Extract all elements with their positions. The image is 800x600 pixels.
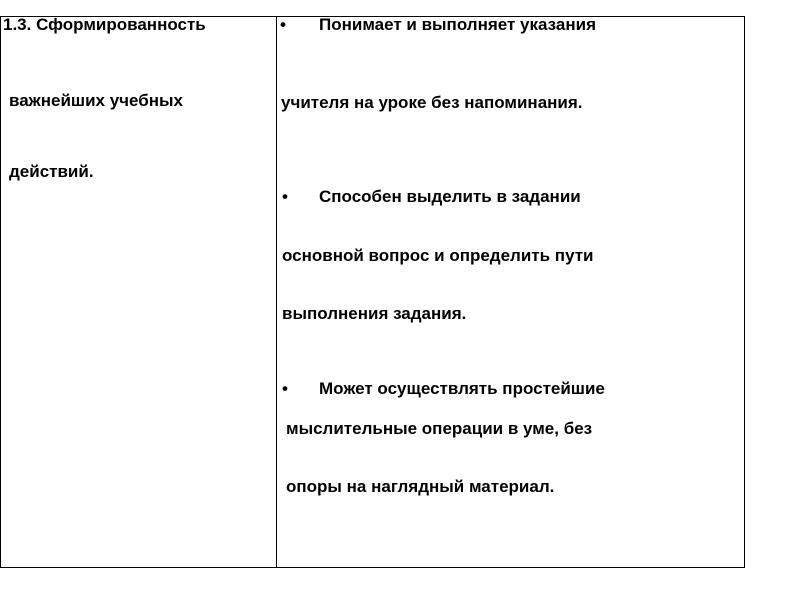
left-cell-line-1: 1.3. Сформированность (3, 15, 206, 34)
left-cell-line-3: действий. (9, 162, 94, 181)
criteria-table (0, 16, 745, 568)
item-2-line-2: основной вопрос и определить пути (282, 246, 594, 265)
bullet-icon: • (280, 15, 286, 34)
column-divider (276, 17, 277, 567)
bullet-icon: • (282, 379, 288, 398)
item-3-line-3: опоры на наглядный материал. (286, 477, 555, 496)
bullet-icon: • (282, 187, 288, 206)
item-2-line-1: Способен выделить в задании (319, 187, 581, 206)
item-2-line-3: выполнения задания. (282, 304, 467, 323)
item-1-line-2: учителя на уроке без напоминания. (281, 93, 583, 112)
left-cell-line-2: важнейших учебных (9, 91, 184, 110)
item-1-line-1: Понимает и выполняет указания (319, 15, 596, 34)
item-3-line-1: Может осуществлять простейшие (319, 379, 605, 398)
item-3-line-2: мыслительные операции в уме, без (286, 419, 593, 438)
